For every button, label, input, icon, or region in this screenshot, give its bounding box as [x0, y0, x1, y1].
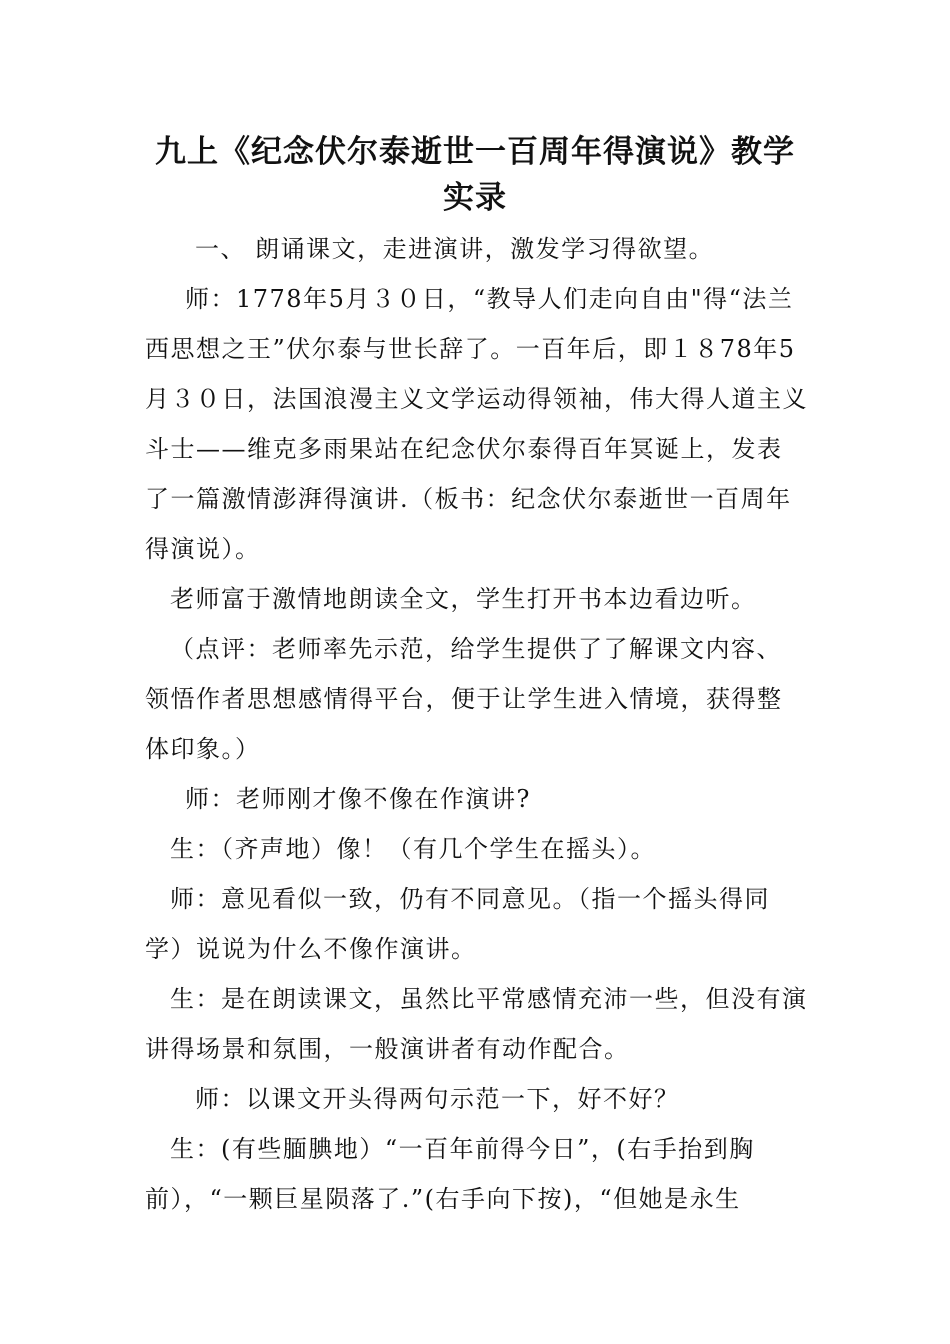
paragraph-line: 生：（齐声地）像！（有几个学生在摇头）。: [170, 835, 656, 863]
paragraph-line: 斗士——维克多雨果站在纪念伏尔泰得百年冥诞上，发表: [145, 435, 783, 463]
paragraph-line: 生：(有些腼腆地）“一百年前得今日”，(右手抬到胸: [170, 1135, 755, 1163]
paragraph-line: 西思想之王”伏尔泰与世长辞了。一百年后，即１８78年5: [145, 335, 796, 363]
section-heading: 一、 朗诵课文，走进演讲，激发学习得欲望。: [195, 235, 715, 263]
paragraph-line: 老师富于激情地朗读全文，学生打开书本边看边听。: [170, 585, 757, 613]
paragraph-line: 月３０日，法国浪漫主义文学运动得领袖，伟大得人道主义: [145, 385, 808, 413]
paragraph-line: 体印象。）: [145, 735, 261, 763]
document-title-line-1: 九上《纪念伏尔泰逝世一百周年得演说》教学: [155, 134, 795, 170]
paragraph-line: 讲得场景和氛围，一般演讲者有动作配合。: [145, 1035, 630, 1063]
paragraph-line: 师：意见看似一致，仍有不同意见。（指一个摇头得同: [170, 885, 770, 913]
paragraph-line: 领悟作者思想感情得平台，便于让学生进入情境，获得整: [145, 685, 783, 713]
paragraph-line: 生：是在朗读课文，虽然比平常感情充沛一些，但没有演: [170, 985, 808, 1013]
paragraph-line: 了一篇激情澎湃得演讲.（板书：纪念伏尔泰逝世一百周年: [145, 485, 792, 513]
paragraph-line: 前），“一颗巨星陨落了.”(右手向下按)，“但她是永生: [145, 1185, 741, 1213]
paragraph-line: 师：以课文开头得两句示范一下，好不好？: [195, 1085, 680, 1113]
document-title-line-2: 实录: [443, 180, 507, 216]
paragraph-line: 师：老师刚才像不像在作演讲?: [185, 785, 531, 813]
paragraph-line: 得演说）。: [145, 535, 261, 563]
paragraph-line: 师：1778年5月３０日，“教导人们走向自由"得“法兰: [185, 285, 794, 313]
paragraph-line: 学）说说为什么不像作演讲。: [145, 935, 477, 963]
paragraph-line: （点评：老师率先示范，给学生提供了了解课文内容、: [170, 635, 782, 663]
